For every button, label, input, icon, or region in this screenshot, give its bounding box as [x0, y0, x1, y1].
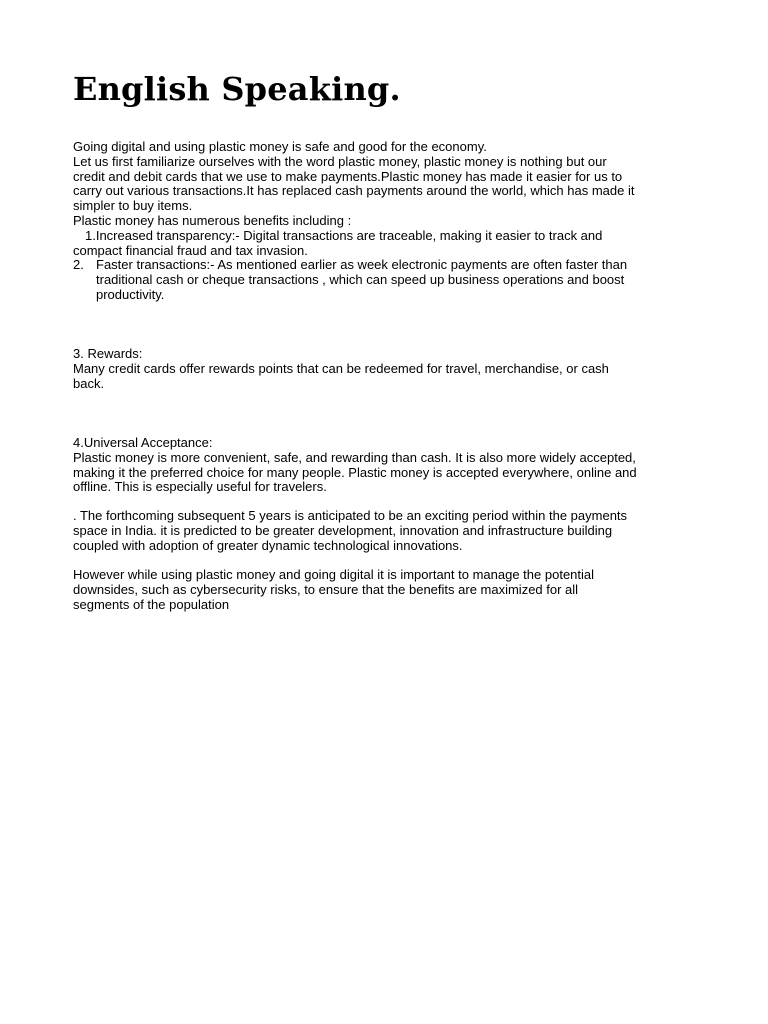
intro-line: Let us first familiarize ourselves with the word plastic money, plastic money is nothing but our: [73, 153, 607, 169]
conclusion-line: downsides, such as cybersecurity risks, to ensure that the benefits are maximized for all: [73, 581, 579, 597]
intro-line: Plastic money has numerous benefits including :: [73, 212, 352, 228]
benefit-2-item: [73, 258, 703, 302]
forthcoming-line: . The forthcoming subsequent 5 years is anticipated to be an exciting period within the payments: [73, 508, 628, 523]
conclusion-paragraph: [73, 568, 703, 612]
benefit-1-line: 1.Increased transparency:- Digital transactions are traceable, making it easier to track and: [85, 227, 603, 243]
intro-line: Going digital and using plastic money is safe and good for the economy.: [73, 139, 487, 154]
benefit-2-line: Faster transactions:- As mentioned earlier as week electronic payments are often faster than: [96, 257, 628, 273]
acceptance-section: [73, 436, 703, 495]
acceptance-line: Plastic money is more convenient, safe, and rewarding than cash. It is also more widely accepted,: [73, 449, 636, 465]
acceptance-line: making it the preferred choice for many people. Plastic money is accepted everywhere, online and: [73, 464, 637, 480]
forthcoming-line: coupled with adoption of greater dynamic technological innovations.: [73, 537, 463, 553]
conclusion-line: segments of the population: [73, 596, 230, 612]
conclusion-line: However while using plastic money and going digital it is important to manage the potential: [73, 567, 595, 582]
forthcoming-line: space in India. it is predicted to be greater development, innovation and infrastructure building: [73, 522, 613, 538]
benefit-1-line: compact financial fraud and tax invasion.: [73, 242, 308, 258]
rewards-section: [73, 347, 703, 391]
rewards-line: Many credit cards offer rewards points that can be redeemed for travel, merchandise, or cash: [73, 360, 609, 376]
rewards-heading: 3. Rewards:: [73, 346, 143, 361]
rewards-line: back.: [73, 375, 105, 391]
acceptance-heading: 4.Universal Acceptance:: [73, 435, 213, 450]
acceptance-line: offline. This is especially useful for travelers.: [73, 479, 327, 495]
intro-line: carry out various transactions.It has replaced cash payments around the world, which has made it: [73, 183, 635, 199]
page-title: English Speaking.: [73, 70, 401, 108]
intro-line: credit and debit cards that we use to make payments.Plastic money has made it easier for us to: [73, 168, 623, 184]
benefit-2-line: traditional cash or cheque transactions , which can speed up business operations and boost: [96, 272, 625, 288]
intro-paragraph: [73, 140, 703, 303]
benefit-2-line: productivity.: [96, 286, 165, 302]
benefit-2-number: 2.: [73, 257, 84, 273]
intro-line: simpler to buy items.: [73, 198, 193, 214]
forthcoming-paragraph: [73, 509, 703, 553]
